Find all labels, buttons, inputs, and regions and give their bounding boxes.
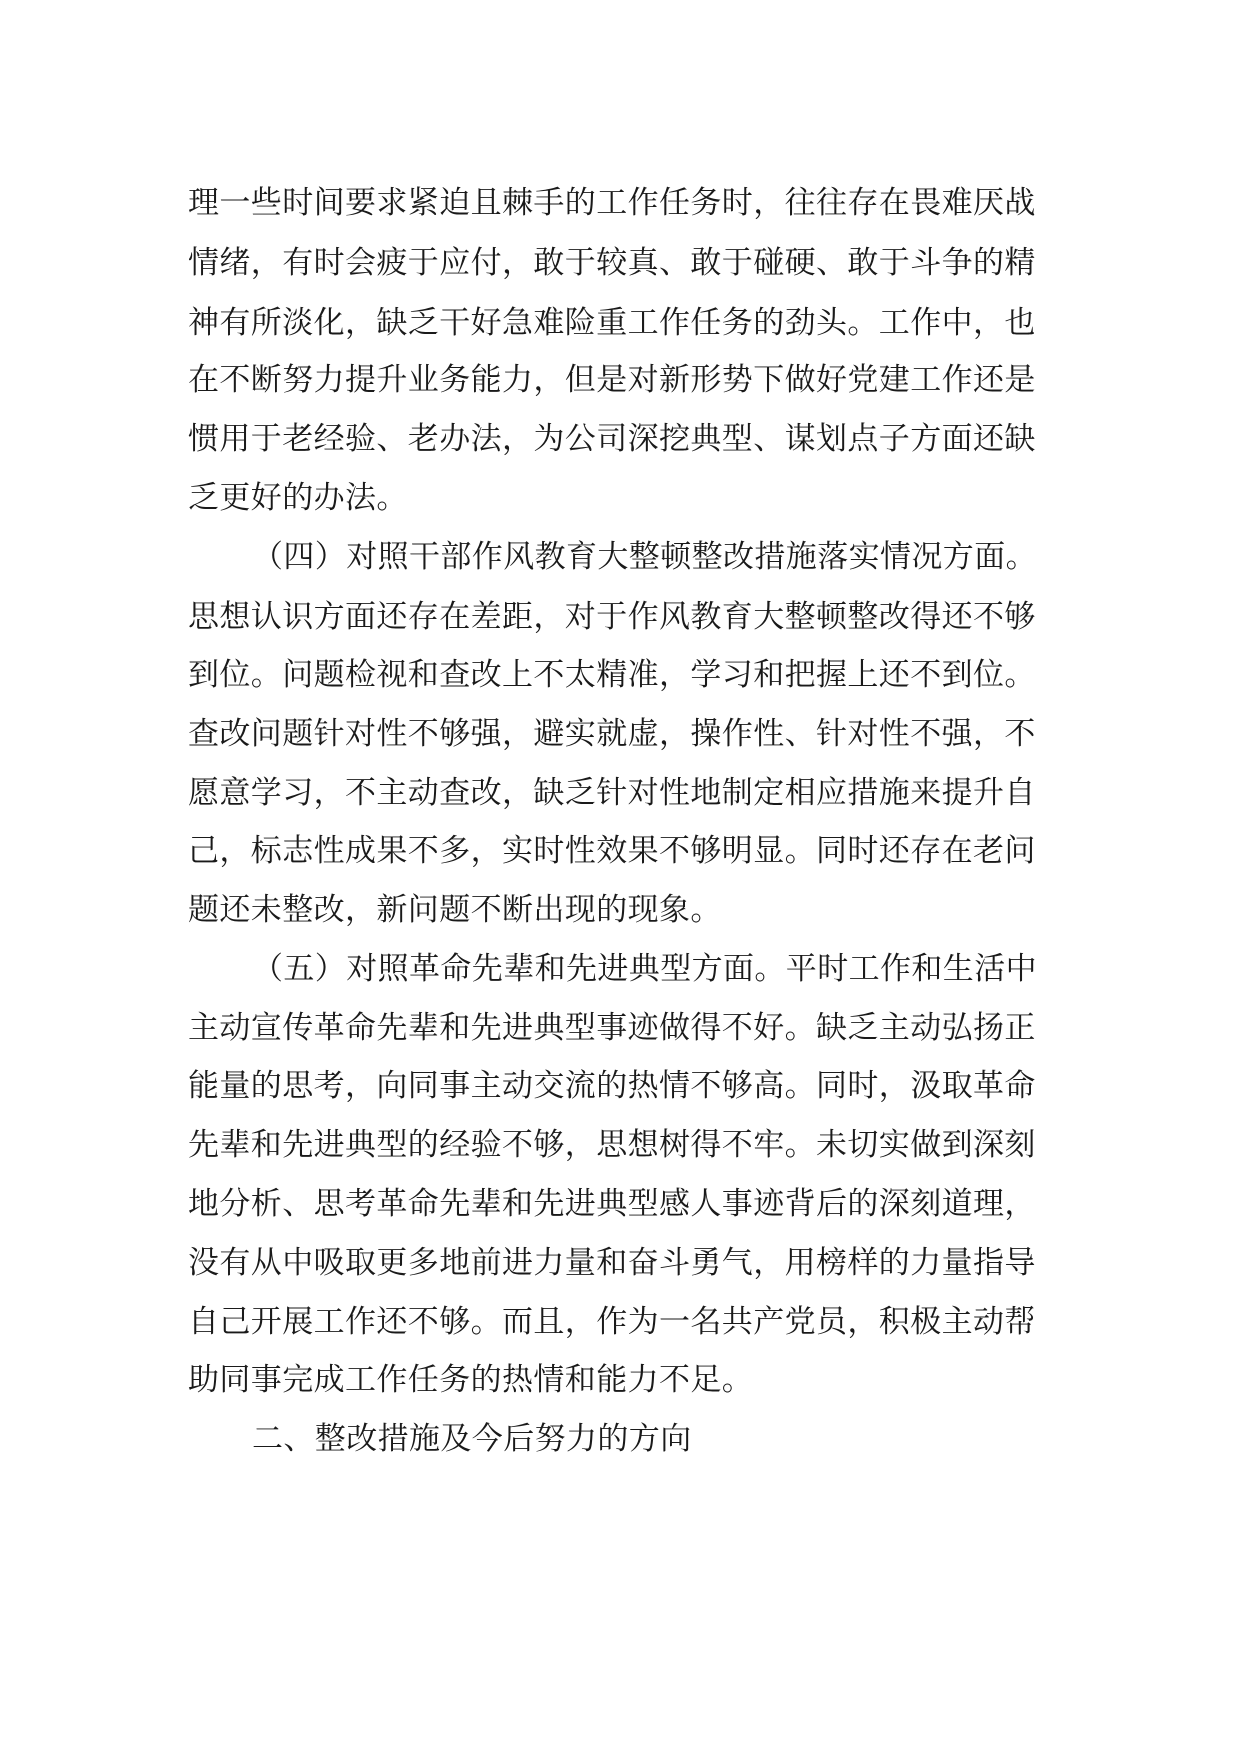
text-line: 神有所淡化，缺乏干好急难险重工作任务的劲头。工作中，也 [188, 305, 1036, 341]
text-line: 惯用于老经验、老办法，为公司深挖典型、谋划点子方面还缺 [188, 421, 1036, 457]
text-line: 情绪，有时会疲于应付，敢于较真、敢于碰硬、敢于斗争的精 [188, 245, 1036, 281]
text-line: 自己开展工作还不够。而且，作为一名共产党员，积极主动帮 [188, 1304, 1036, 1340]
text-line: 乏更好的办法。 [188, 480, 408, 516]
text-line: 理一些时间要求紧迫且棘手的工作任务时，往往存在畏难厌战 [188, 185, 1036, 221]
text-line: 题还未整改，新问题不断出现的现象。 [188, 892, 722, 928]
text-line: 能量的思考，向同事主动交流的热情不够高。同时，汲取革命 [188, 1068, 1036, 1104]
text-line: 思想认识方面还存在差距，对于作风教育大整顿整改得还不够 [188, 599, 1036, 635]
text-line: 查改问题针对性不够强，避实就虚，操作性、针对性不强，不 [188, 716, 1036, 752]
text-line: 先辈和先进典型的经验不够，思想树得不牢。未切实做到深刻 [188, 1127, 1036, 1163]
text-line: 到位。问题检视和查改上不太精准，学习和把握上还不到位。 [188, 657, 1036, 693]
text-line: 没有从中吸取更多地前进力量和奋斗勇气，用榜样的力量指导 [188, 1245, 1036, 1281]
text-line: 在不断努力提升业务能力，但是对新形势下做好党建工作还是 [188, 362, 1036, 398]
section-heading-five: （五）对照革命先辈和先进典型方面。平时工作和生活中 [252, 951, 1037, 987]
text-line: 愿意学习，不主动查改，缺乏针对性地制定相应措施来提升自 [188, 775, 1036, 811]
text-line: 己，标志性成果不多，实时性效果不够明显。同时还存在老问 [188, 833, 1036, 869]
text-line: 助同事完成工作任务的热情和能力不足。 [188, 1362, 754, 1398]
section-heading-two: 二、整改措施及今后努力的方向 [252, 1421, 692, 1457]
text-line: 主动宣传革命先辈和先进典型事迹做得不好。缺乏主动弘扬正 [188, 1010, 1036, 1046]
text-line: 地分析、思考革命先辈和先进典型感人事迹背后的深刻道理， [188, 1186, 1036, 1222]
section-heading-four: （四）对照干部作风教育大整顿整改措施落实情况方面。 [252, 539, 1037, 575]
